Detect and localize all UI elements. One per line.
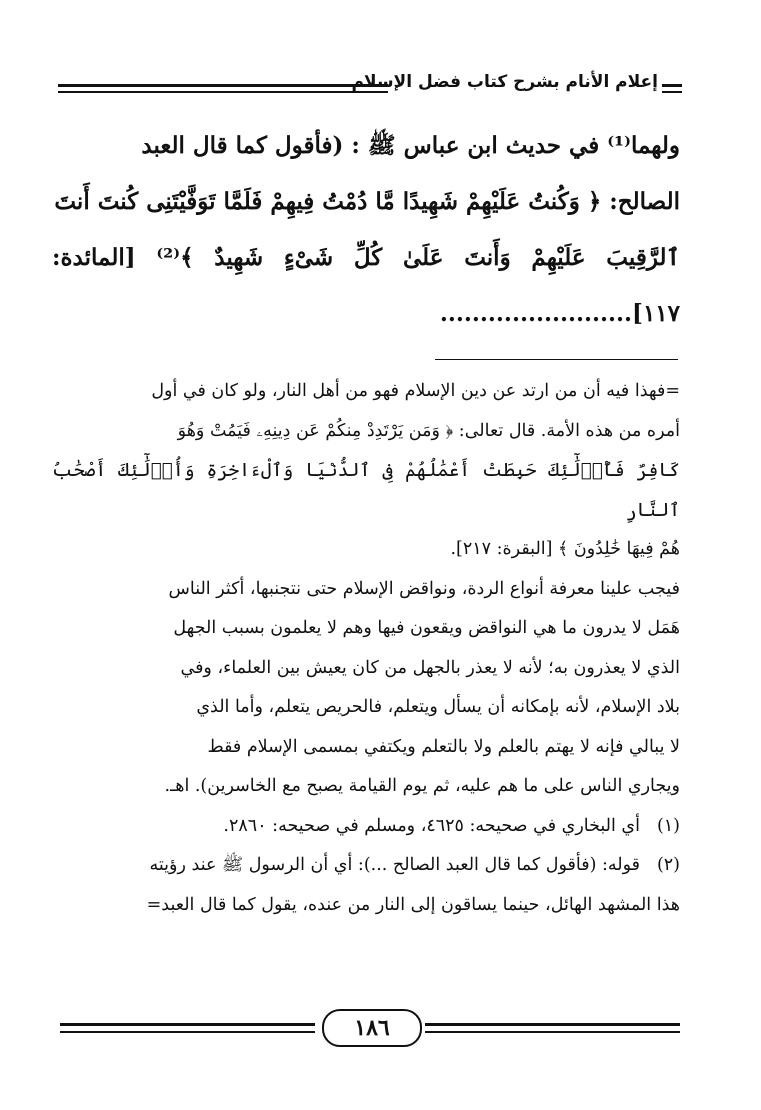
running-header [58,72,682,106]
note-line: أمره من هذه الأمة. قال تعالى: ﴿ وَمَن يَرْتَدِدْ مِنكُمْ عَن دِينِهِۦ فَيَمُتْ وَهُوَ [177,420,680,441]
note-line: فيجب علينا معرفة أنواع الردة، ونواقض الإسلام حتى نتجنبها، أكثر الناس [168,578,680,599]
quran-verse-line: كَافِرٌ فَأُو۟لَٰٓئِكَ حَبِطَتْ أَعْمَٰلُهُمْ فِى ٱلدُّنْيَا وَٱلْءَاخِرَةِ وَأُو۟لَٰٓئِكَ أَصْحَٰبُ ٱلنَّارِ [52,460,680,521]
footnote-text: قوله: (فأقول كما قال العبد الصالح ...): أي أن الرسول ﷺ عند رؤيته [149,855,640,875]
footnote-text: أي البخاري في صحيحه: ٤٦٢٥، ومسلم في صحيحه: ٢٨٦٠. [223,815,640,836]
main-line: الصالح: ﴿ وَكُنتُ عَلَيْهِمْ شَهِيدًا مَّا دُمْتُ فِيهِمْ فَلَمَّا تَوَفَّيْتَنِى كُنتَ أَنتَ [54,188,680,215]
page-number: ١٨٦ [322,1009,422,1047]
footnote-1 [52,807,680,847]
footnote-2 [52,846,680,886]
note-line: ويجاري الناس على ما هم عليه، ثم يوم القيامة يصبح مع الخاسرين). اهـ. [164,776,680,796]
footnote-number: (٢) [656,855,680,875]
main-line: ولهما⁽¹⁾ في حديث ابن عباس ﷺ : (فأقول كما قال العبد [141,132,680,159]
note-line: =فهذا فيه أن من ارتد عن دين الإسلام فهو من أهل النار، ولو كان في أول [151,381,680,401]
page-footer [60,1005,680,1049]
footer-rule-right [425,1023,680,1033]
header-rule-end [662,84,682,93]
footer-rule-left [60,1023,315,1033]
header-rule [58,84,388,93]
note-line: لا يبالي فإنه لا يهتم بالعلم ولا بالتعلم ويكتفي بمسمى الإسلام فقط [207,736,680,757]
footnote-separator [435,359,678,360]
note-line: بلاد الإسلام، لأنه بإمكانه أن يسأل ويتعلم، فالحريص يتعلم، وأما الذي [196,697,680,717]
note-line: هُمْ فِيهَا خَٰلِدُونَ ﴾ [البقرة: ٢١٧]. [450,539,680,559]
main-line: ٱلرَّقِيبَ عَلَيْهِمْ وَأَنتَ عَلَىٰ كُلِّ شَىْءٍ شَهِيدٌ ﴾⁽²⁾ [المائدة: ١١٧]........................ [52,244,680,327]
main-text [52,118,680,342]
footnote-number: (١) [656,815,680,836]
note-line: هَمَل لا يدرون ما هي النواقض ويقعون فيها وهم لا يعلمون بسبب الجهل [173,618,680,638]
footnote-continuation: هذا المشهد الهائل، حينما يساقون إلى النار من عنده، يقول كما قال العبد= [146,894,680,915]
book-title: إعلام الأنام بشرح كتاب فضل الإسلام [351,72,658,92]
notes-section [52,372,680,925]
note-line: الذي لا يعذرون به؛ لأنه لا يعذر بالجهل من كان يعيش بين العلماء، وفي [180,657,680,678]
